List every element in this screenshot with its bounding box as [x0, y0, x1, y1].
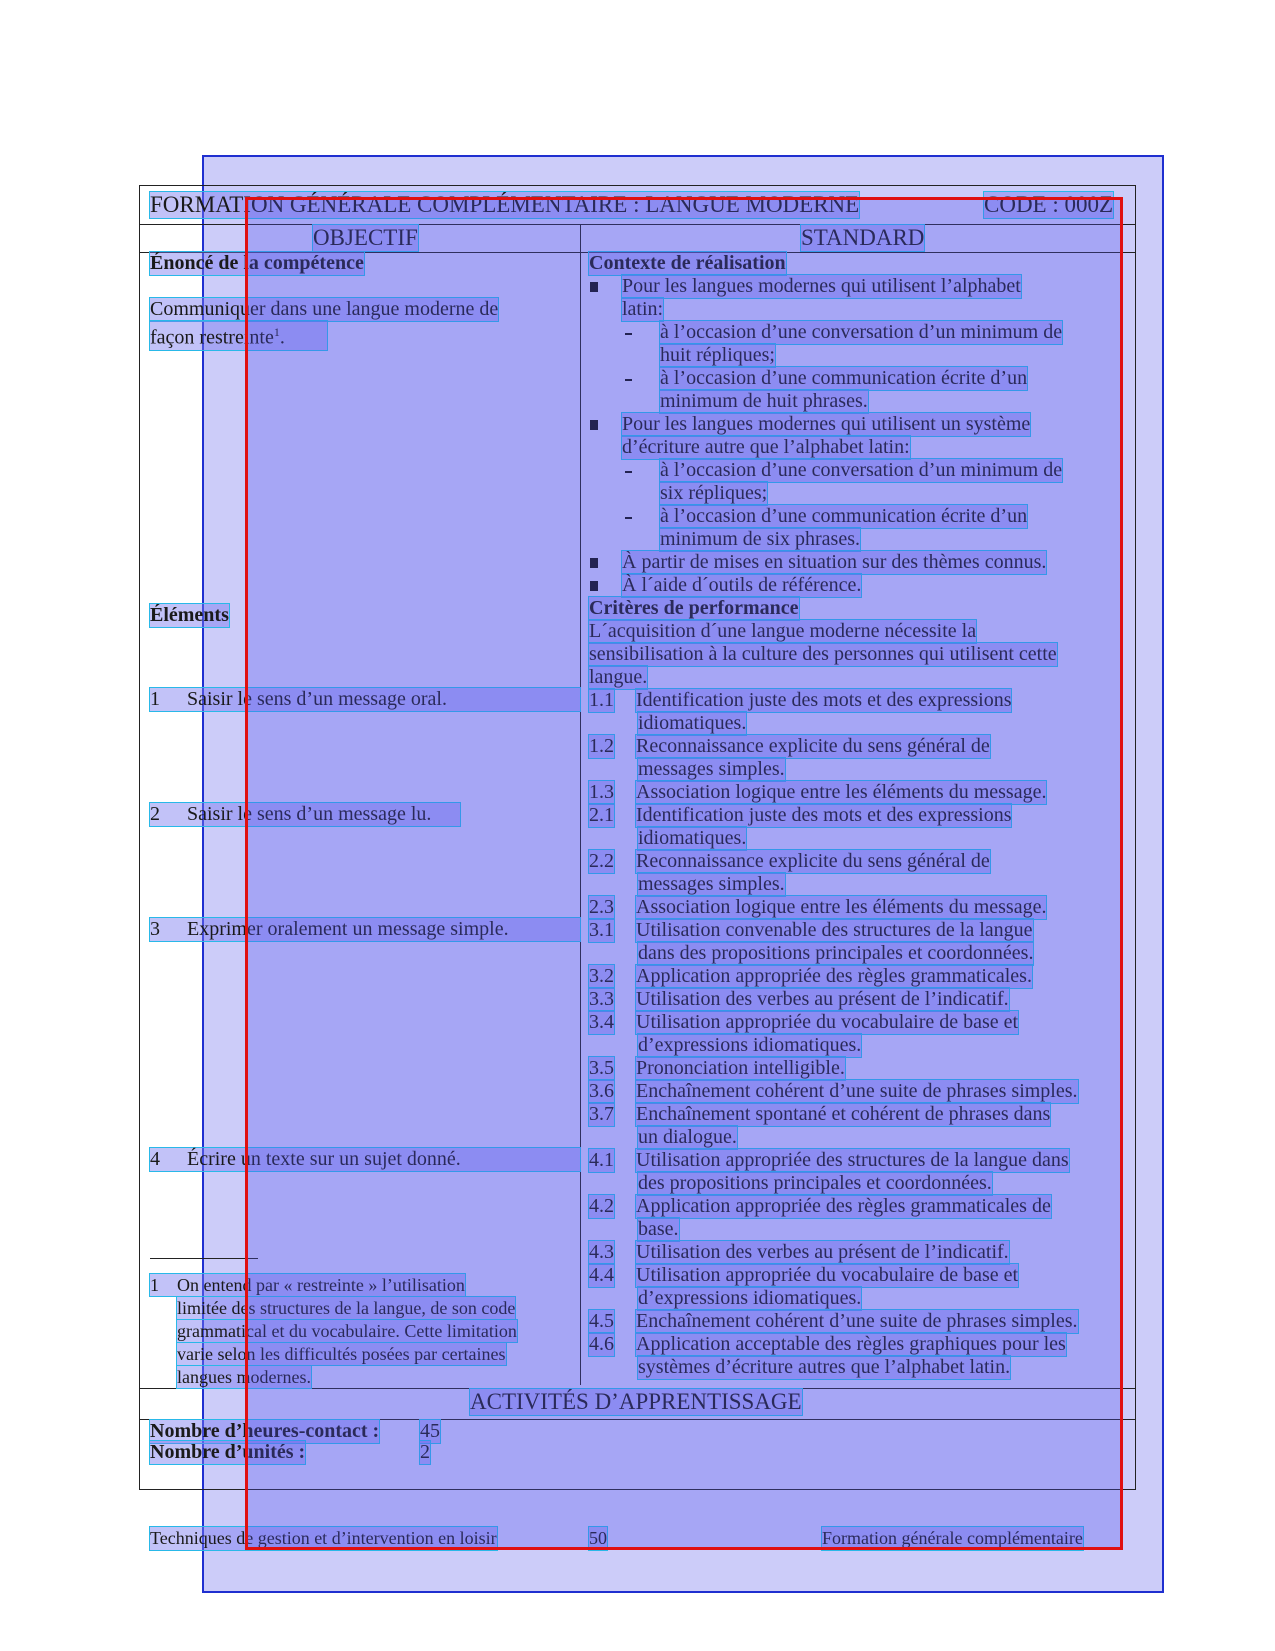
criterion-line: Prononciation intelligible.: [636, 1057, 845, 1079]
criterion-number: 4.3: [589, 1241, 614, 1263]
contexte-line: Pour les langues modernes qui utilisent un système: [622, 413, 1031, 435]
criterion-number: 3.6: [589, 1080, 614, 1102]
footnote-rule: [150, 1258, 258, 1259]
contexte-line: à l’occasion d’une conversation d’un minimum de: [660, 459, 1063, 481]
criterion-number: 2.3: [589, 896, 614, 918]
criterion-line: Utilisation appropriée du vocabulaire de base et: [636, 1264, 1019, 1286]
footnote-line: langues modernes.: [177, 1367, 311, 1387]
criterion-number: 3.3: [589, 988, 614, 1010]
contexte-line: latin:: [622, 298, 664, 320]
document-title: FORMATION GÉNÉRALE COMPLÉMENTAIRE : LANGUE MODERNE: [150, 192, 860, 217]
element-row: 3 Exprimer oralement un message simple.: [150, 918, 580, 941]
criterion-number: 4.5: [589, 1310, 614, 1332]
criterion-line: systèmes d’écriture autres que l’alphabet latin.: [638, 1356, 1011, 1378]
course-code: CODE : 000Z: [984, 192, 1114, 217]
criterion-line: des propositions principales et coordonnées.: [638, 1172, 992, 1194]
elements-heading: Éléments: [150, 604, 229, 626]
activites-heading: ACTIVITÉS D’APPRENTISSAGE: [470, 1389, 802, 1414]
heures-label: Nombre d’heures-contact :: [150, 1420, 380, 1442]
criterion-line: Utilisation des verbes au présent de l’indicatif.: [636, 1241, 1009, 1263]
contexte-line: d’écriture autre que l’alphabet latin:: [622, 436, 910, 458]
unites-value: 2: [420, 1441, 430, 1463]
criterion-line: Application acceptable des règles graphiques pour les: [636, 1333, 1066, 1355]
criterion-number: 1.1: [589, 689, 614, 711]
footnote-line: varie selon les difficultés posées par certaines: [177, 1344, 506, 1364]
criterion-number: 3.4: [589, 1011, 614, 1033]
criterion-line: Identification juste des mots et des expressions: [636, 689, 1012, 711]
criterion-number: 4.4: [589, 1264, 614, 1286]
unites-label: Nombre d’unités :: [150, 1441, 306, 1463]
criterion-number: 4.1: [589, 1149, 614, 1171]
criterion-line: dans des propositions principales et coordonnées.: [638, 942, 1034, 964]
criterion-line: Application appropriée des règles grammaticales de: [636, 1195, 1051, 1217]
criterion-line: Reconnaissance explicite du sens général de: [636, 735, 990, 757]
objectif-header: OBJECTIF: [313, 225, 418, 250]
criterion-number: 1.3: [589, 781, 614, 803]
criteres-intro-line: sensibilisation à la culture des personnes qui utilisent cette: [589, 643, 1057, 665]
footnote-line: 1 On entend par « restreinte » l’utilisation: [150, 1275, 465, 1295]
criterion-line: messages simples.: [638, 758, 785, 780]
criterion-number: 3.1: [589, 919, 614, 941]
element-row: 1 Saisir le sens d’un message oral.: [150, 688, 580, 711]
criterion-line: Enchaînement spontané et cohérent de phrases dans: [636, 1103, 1051, 1125]
criterion-number: 2.1: [589, 804, 614, 826]
contexte-line: six répliques;: [660, 482, 768, 504]
contexte-line: À l´aide d´outils de référence.: [622, 574, 862, 596]
criterion-line: base.: [638, 1218, 679, 1240]
criterion-line: d’expressions idiomatiques.: [638, 1034, 862, 1056]
criterion-line: Utilisation appropriée du vocabulaire de base et: [636, 1011, 1019, 1033]
criterion-number: 3.5: [589, 1057, 614, 1079]
criterion-number: 3.2: [589, 965, 614, 987]
enonce-line-2: façon restreinte$^1$.: [150, 321, 327, 350]
criterion-line: Reconnaissance explicite du sens général de: [636, 850, 990, 872]
criterion-line: Application appropriée des règles grammaticales.: [636, 965, 1032, 987]
footnote-line: limitée des structures de la langue, de son code: [177, 1298, 516, 1318]
page-number: 50: [589, 1528, 607, 1548]
criterion-line: Utilisation des verbes au présent de l’indicatif.: [636, 988, 1009, 1010]
criterion-line: Identification juste des mots et des expressions: [636, 804, 1012, 826]
footnote-line: grammatical et du vocabulaire. Cette limitation: [177, 1321, 517, 1341]
criterion-line: un dialogue.: [638, 1126, 737, 1148]
contexte-line: minimum de huit phrases.: [660, 390, 868, 412]
element-row: 4 Écrire un texte sur un sujet donné.: [150, 1148, 580, 1171]
criteres-intro-line: L´acquisition d´une langue moderne nécessite la: [589, 620, 977, 642]
criterion-line: d’expressions idiomatiques.: [638, 1287, 862, 1309]
contexte-line: Pour les langues modernes qui utilisent l’alphabet: [622, 275, 1021, 297]
footer-section: Formation générale complémentaire: [822, 1528, 1083, 1548]
element-row: 2 Saisir le sens d’un message lu.: [150, 803, 460, 826]
criteres-heading: Critères de performance: [589, 597, 799, 619]
criterion-line: Enchaînement cohérent d’une suite de phrases simples.: [636, 1080, 1078, 1102]
enonce-heading: Énoncé de la compétence: [150, 252, 364, 274]
criterion-number: 2.2: [589, 850, 614, 872]
contexte-line: À partir de mises en situation sur des thèmes connus.: [622, 551, 1047, 573]
contexte-heading: Contexte de réalisation: [589, 252, 786, 274]
criterion-line: Utilisation appropriée des structures de la langue dans: [636, 1149, 1069, 1171]
criterion-line: Utilisation convenable des structures de la langue: [636, 919, 1033, 941]
criterion-number: 4.6: [589, 1333, 614, 1355]
contexte-line: à l’occasion d’une communication écrite d’un: [660, 505, 1028, 527]
criterion-number: 3.7: [589, 1103, 614, 1125]
overlay-inner-region: [245, 197, 1123, 1550]
criterion-line: Association logique entre les éléments du message.: [636, 896, 1047, 918]
criteres-intro-line: langue.: [589, 666, 648, 688]
criterion-line: idiomatiques.: [638, 712, 747, 734]
criterion-number: 4.2: [589, 1195, 614, 1217]
heures-value: 45: [420, 1420, 440, 1442]
enonce-line-1: Communiquer dans une langue moderne de: [150, 298, 499, 320]
criterion-line: idiomatiques.: [638, 827, 747, 849]
criterion-line: Association logique entre les éléments du message.: [636, 781, 1047, 803]
criterion-line: messages simples.: [638, 873, 785, 895]
contexte-line: minimum de six phrases.: [660, 528, 860, 550]
standard-header: STANDARD: [801, 225, 925, 250]
contexte-line: huit répliques;: [660, 344, 775, 366]
contexte-line: à l’occasion d’une communication écrite d’un: [660, 367, 1028, 389]
criterion-number: 1.2: [589, 735, 614, 757]
criterion-line: Enchaînement cohérent d’une suite de phrases simples.: [636, 1310, 1078, 1332]
contexte-line: à l’occasion d’une conversation d’un minimum de: [660, 321, 1063, 343]
footer-program: Techniques de gestion et d’intervention en loisir: [150, 1528, 497, 1548]
